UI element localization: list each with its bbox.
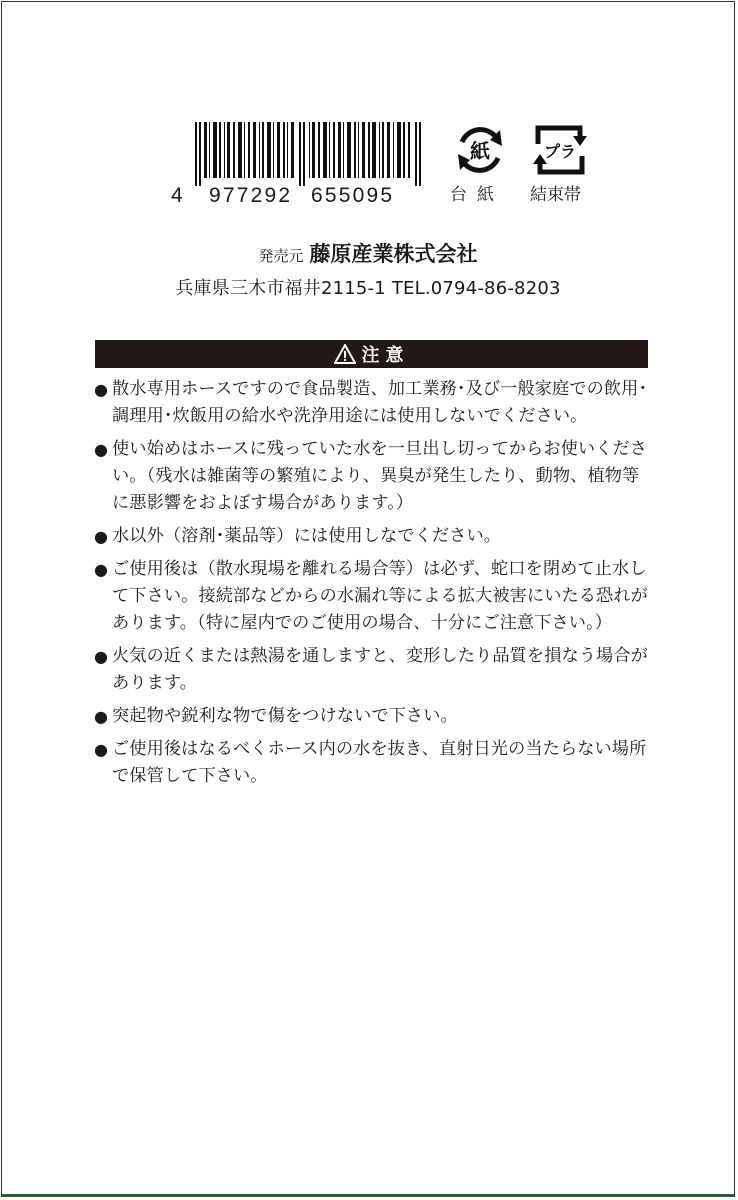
vendor-name: 藤原産業株式会社 <box>309 242 478 266</box>
barcode-first-digit: 4 <box>171 184 184 207</box>
caution-item-text: ご使用後は（散水現場を離れる場合等）は必ず、蛇口を閉めて止水して下さい。接続部などからの水漏れ等による拡大被害にいたる恐れがあります。（特に屋内でのご使用の場合、十分にご注意下さい。） <box>112 559 648 633</box>
paper-mark-label: 台紙 <box>450 185 504 205</box>
caution-item-text: 使い始めはホースに残っていた水を一旦出し切ってからお使いください。（残水は雑菌等の繁殖により、異臭が発生したり、動物、植物等に悪影響をおよぼす場合があります。） <box>112 439 648 513</box>
caution-item-text: 突起物や鋭利な物で傷をつけないで下さい。 <box>112 706 458 726</box>
list-item <box>94 523 650 550</box>
bullet: ● <box>94 707 108 726</box>
caution-header <box>95 340 648 368</box>
barcode <box>165 122 430 208</box>
plastic-mark-symbol: プラ <box>543 142 577 161</box>
caution-item-text: 散水専用ホースですので食品製造、加工業務･及び一般家庭での飲用･調理用･炊飯用の給水や洗浄用途には使用しないでください。 <box>112 379 648 426</box>
caution-list <box>94 376 650 796</box>
list-item <box>94 736 650 790</box>
caution-item-text: 水以外（溶剤･薬品等）には使用しなでください。 <box>112 526 502 546</box>
list-item <box>94 703 650 730</box>
bullet: ● <box>94 560 108 579</box>
bullet: ● <box>94 440 108 459</box>
caution-item-text: 火気の近くまたは熱湯を通しますと、変形したり品質を損なう場合があります。 <box>112 646 648 693</box>
paper-mark-symbol: 紙 <box>470 139 490 163</box>
bullet: ● <box>94 527 108 546</box>
warning-icon <box>334 344 356 364</box>
list-item <box>94 376 650 430</box>
caution-item-text: ご使用後はなるべくホース内の水を抜き、直射日光の当たらない場所で保管して下さい。 <box>112 739 647 786</box>
bullet: ● <box>94 647 108 666</box>
vendor-line <box>2 238 734 268</box>
bullet: ● <box>94 380 108 399</box>
barcode-bars <box>195 122 423 186</box>
vendor-prefix: 発売元 <box>258 247 304 265</box>
plastic-mark-label: 結束帯 <box>530 185 581 205</box>
package-card <box>1 1 735 1197</box>
vendor-address: 兵庫県三木市福井2115-1 TEL.0794-86-8203 <box>175 278 561 299</box>
paper-recycle-icon <box>450 120 510 180</box>
list-item <box>94 556 650 637</box>
bullet: ● <box>94 740 108 759</box>
barcode-right-digits: 655095 <box>311 184 395 207</box>
barcode-left-digits: 977292 <box>209 184 293 207</box>
plastic-recycle-icon <box>530 120 590 180</box>
list-item <box>94 436 650 517</box>
list-item <box>94 643 650 697</box>
caution-title: 注意 <box>361 345 410 366</box>
